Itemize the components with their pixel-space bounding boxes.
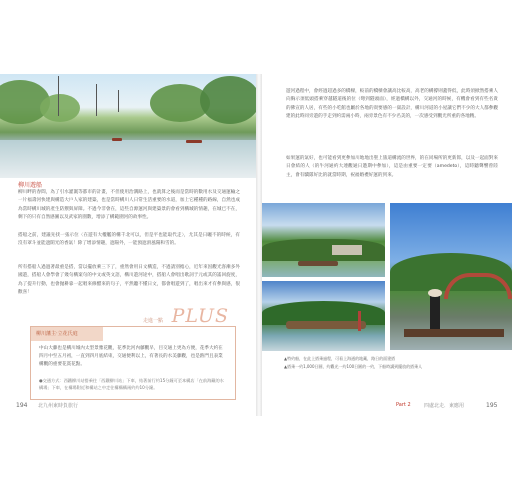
plus-sidebar (30, 305, 236, 400)
plus-small-label: 走進一點 (142, 318, 163, 324)
left-page-number: 194 (16, 402, 28, 409)
boat-photo-1 (262, 203, 385, 277)
boatman-photo (390, 203, 512, 350)
plus-body: 中山大藤也是構川城內太型景雅花觀，花季比河內藤觀早，目交通上更為方便，花季大約在四月中至五月初，一直到四月底結束，交通便利以上，有著長的水美藤觀，也是熱門且表業構觀的重要花賞花點。 (39, 346, 223, 368)
plus-word: PLUS (171, 305, 229, 327)
right-running-title: 四處北走．東應用 (424, 403, 465, 409)
plus-title-bar (31, 327, 103, 341)
left-paragraph-3: 所有搭船人過過著最重是搭，當以擺放乘三下了，重然會用日文構造，不過請別擔心，近年來因觀光客漸多外國遊，搭船人會學會了幾句構案句的中文或英文語，構川遊河途中，搭船人會唱出歌詞于元或其的謠回旋度，為了提升行動，也會抛耕靠一起唱來修醋來的句子，平然聽不懂日文，都會唱遊到了，唱出來才有參與感，很歡喜！ (18, 265, 240, 296)
boat-photo-2 (262, 281, 385, 351)
part-label: Part 2 (396, 402, 411, 408)
right-paragraph-2: 如果運的氣好，也可能看到更參加川地地出聖上旅道構流的世界，的在同場所的更新郎，以及一起面對來日會結的人（的牛河通約大連觀通日邀期中參加），這是由重要一定要（amedeto），這時聽聲響曾陸主，會有驕隊好比的就當時期，祝福婚禮好運的到來。 (286, 156, 498, 178)
right-page-number: 195 (486, 402, 498, 409)
section-tag: 柳川遊船 (18, 182, 43, 189)
photo-caption-2: ▲搭乘一約1,000日圓，約觀光一約100日圓的一約，下船時講到擺放的搭乘人 (284, 364, 423, 369)
plus-title: 柳川藩主‧立花氏庭 (36, 331, 78, 337)
photo-caption-1: ▲特約船，在此上搭乘過程，可看上海通的地藏，路日的面建搭 (284, 356, 396, 361)
left-running-title: 北九州東時負旅行 (38, 403, 79, 409)
plus-note: ●交通方式：西鐵柳川站搭乘往「西鐵柳川站」下車，結著前行約15分鐘可至本構店「在前海藏的水構場」下車，在構場附近和構站之中走往構構構兩約約10分鐘。 (39, 378, 224, 390)
right-paragraph-1: 遊河過程中，會經過超過多的橋樑，較前的橋樑會讓高比較高，高老的構撐則蓋得低，此時須掀然搭乘人向胸示須低頭搭乘穿越隧道後的位（彎到隧頭面），經過橋構以外，交通河的時候，有機會看到有些名貴的佛宣的人居，有些的小吃館也屬於各地的貴要感的一窩設計，構川河道的小屋讓它們不少的大人都參觀建的此時同旁遊的手走到約需兩小時，兩旁景色有不少名美的，一次感受到觀光所重的各地精。 (286, 89, 498, 120)
left-paragraph-1: 柳川畔的春間，為了引水灌溉等都市的計畫，不但使用治溝路上，也就算之後而是當時的數用水及交通運輸之一片福壽河快建與構造大戶人家的建築，也是當時構川人日常生活重要的水道，加上它種種的路線，自然也成為當時構川城的產生防禦與屏障。不過今非會在，這些自源運河與建築景的會看到構城的情趣，在城已不在，剩下的只有自然感圖以及武家的園數，增添了構範圍河的故事性。 (18, 190, 240, 221)
canal-photo (0, 74, 256, 178)
left-paragraph-2: 搭船之前，建議先找一張示位〈在遊有大權艦的構千北可以，但是平也能取代走〉，尤其是日曬不的時候，有沒有罩斗並能遮開光的香氣！除了增添情趣，遮陽外，一能預遮滑風陽和雪的。 (18, 233, 240, 247)
